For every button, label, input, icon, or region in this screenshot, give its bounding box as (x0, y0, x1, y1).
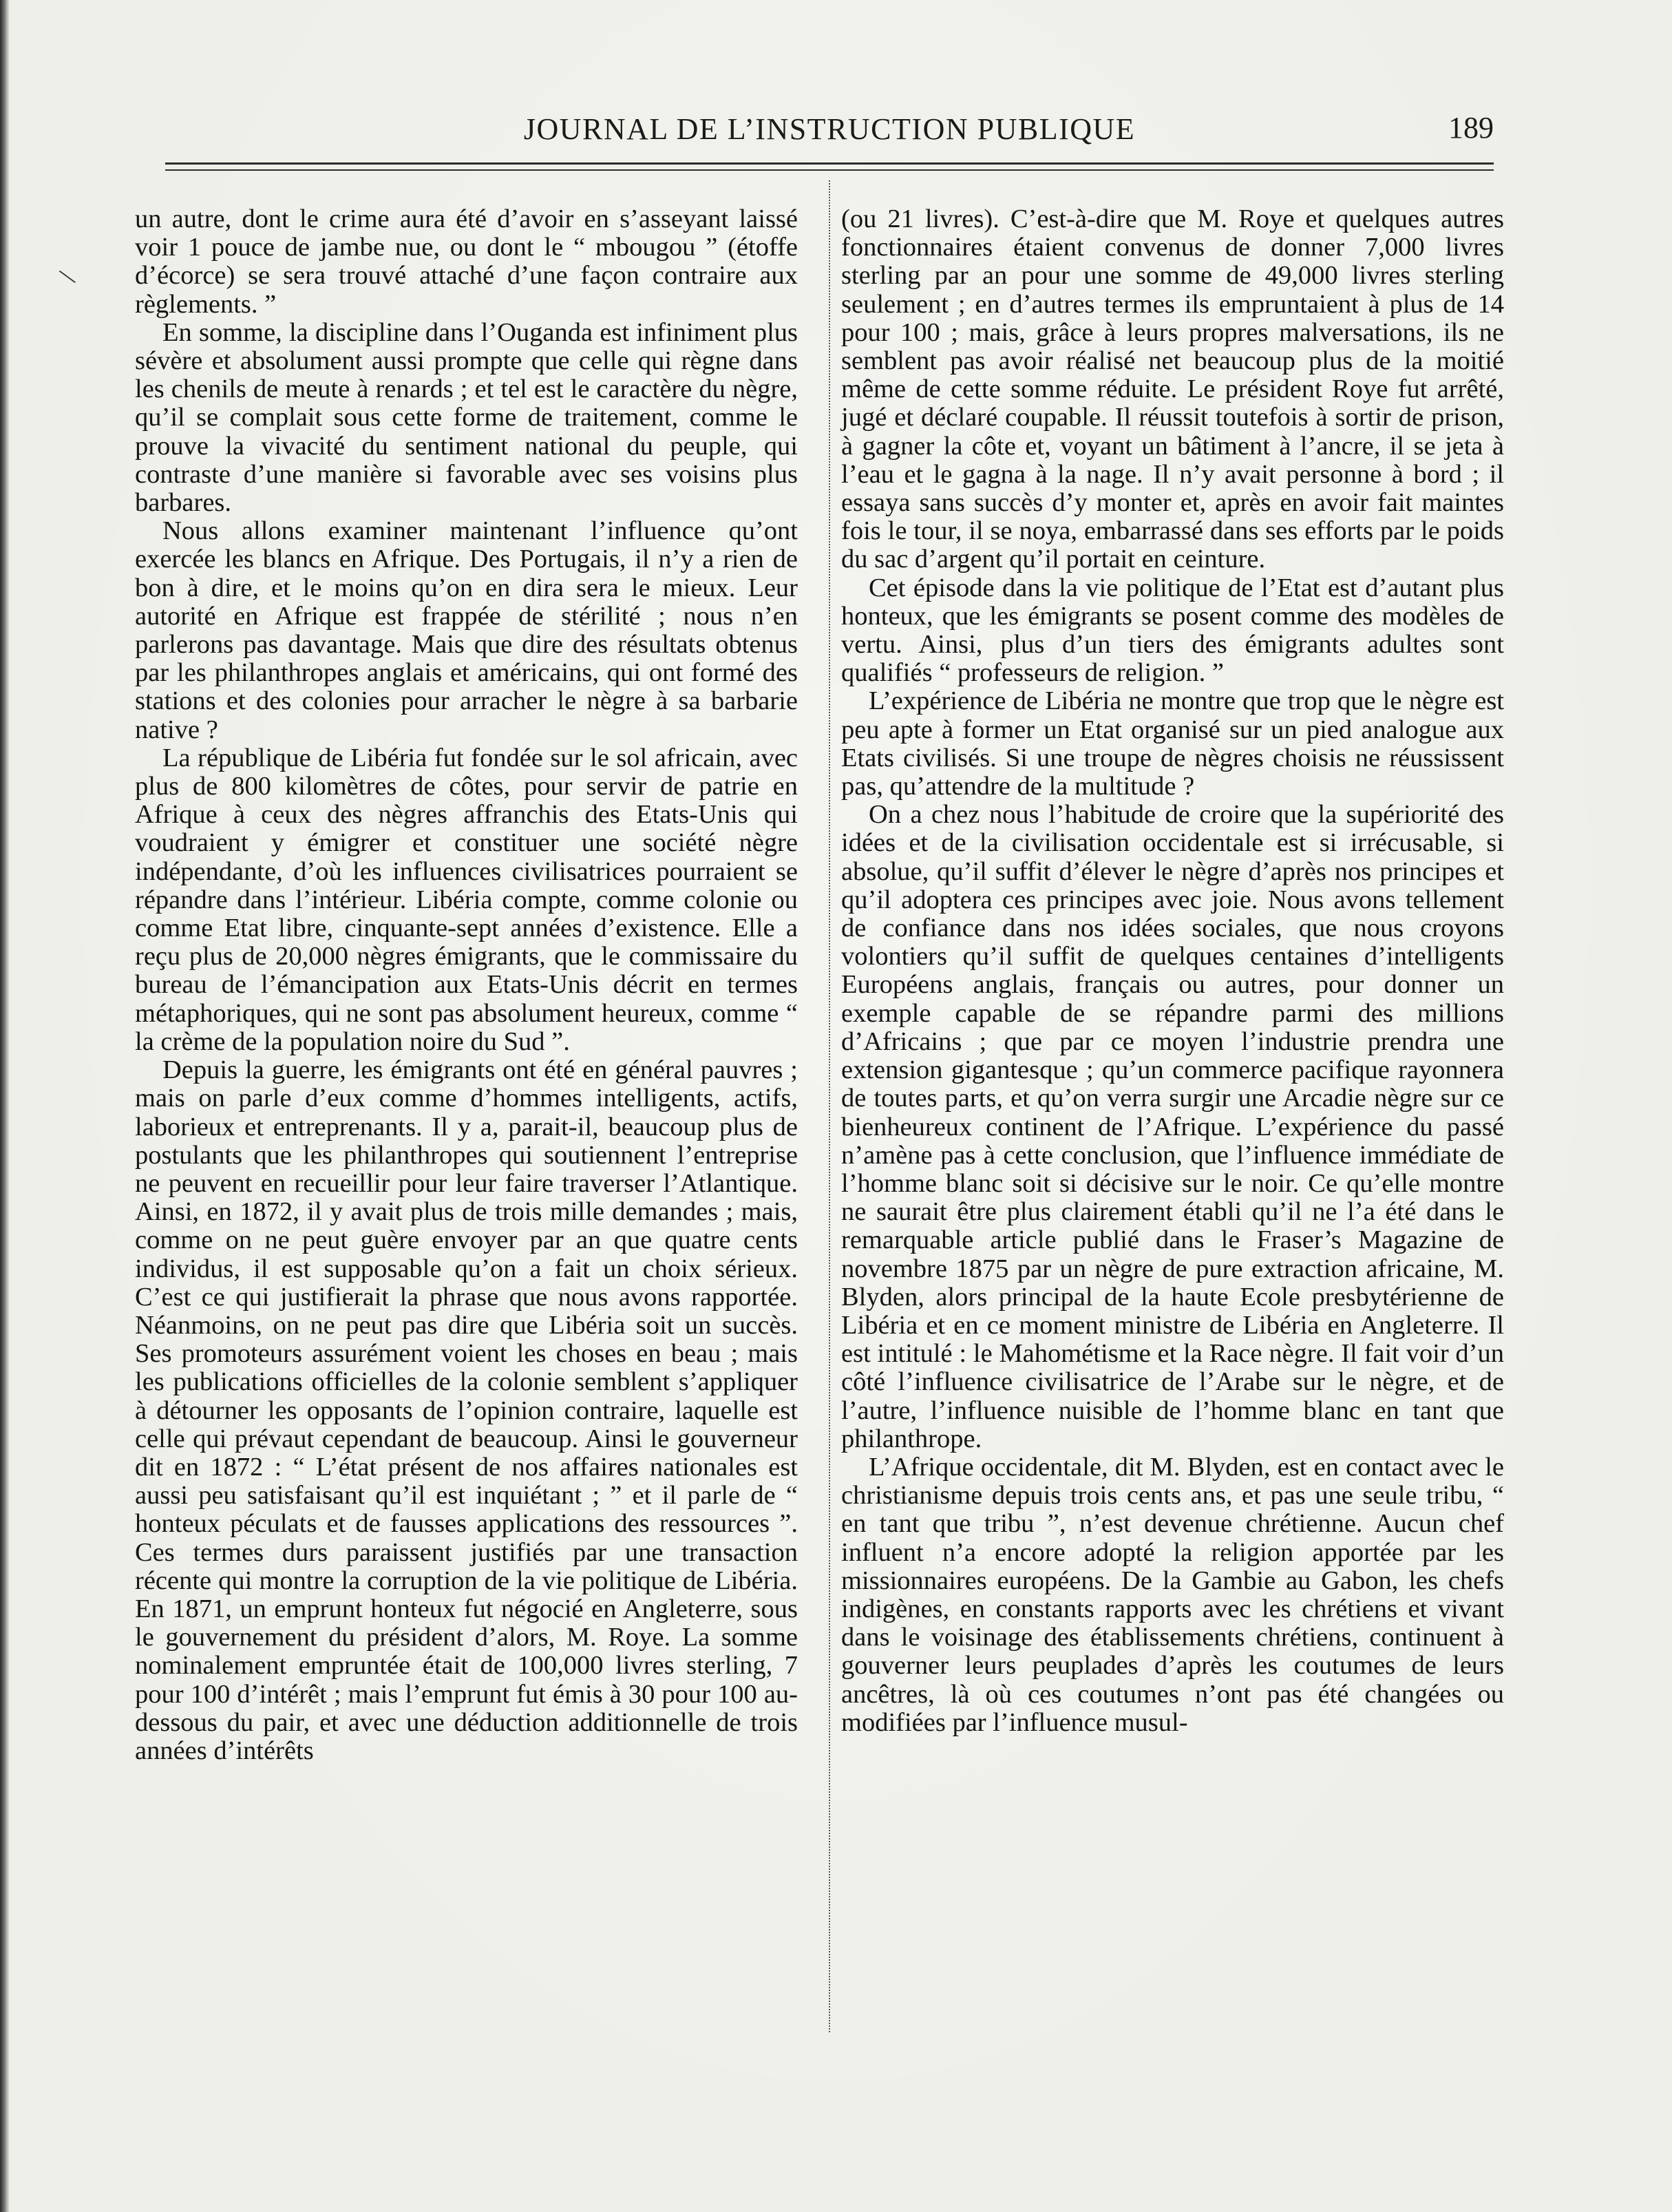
paragraph: un autre, dont le crime aura été d’avoir en s’asseyant laissé voir 1 pouce de jambe nue, ou dont le “ mbougou ” (étoffe d’écorce) se sera trouvé attaché d’une façon contraire aux règlements. ” (135, 204, 798, 319)
left-column (135, 205, 798, 1765)
paragraph: L’expérience de Libéria ne montre que trop que le nègre est peu apte à former un Etat organisé sur un pied analogue aux Etats civilisés. Si une troupe de nègres choisis ne réussissent pas, qu’attendre de la multitude ? (841, 686, 1504, 801)
page-header (165, 103, 1494, 145)
header-rule (165, 162, 1494, 165)
paragraph: On a chez nous l’habitude de croire que la supériorité des idées et de la civilisation occidentale est si irrécusable, si absolue, qu’il suffit d’élever le nègre d’après nos principes et qu’il adoptera ces principes avec joie. Nous avons tellement de confiance dans nos idées sociales, que nous croyons volontiers qu’il suffit de quelques centaines d’intelligents Européens anglais, français ou autres, pour donner un exemple capable de se répandre parmi des millions d’Africains ; que par ce moyen l’industrie prendra une extension gigantesque ; qu’un commerce pacifique rayonnera de toutes parts, et qu’on verra surgir une Arcadie nègre sur ce bienheureux continent de l’Afrique. L’expérience du passé n’amène pas à cette conclusion, que l’influence immédiate de l’homme blanc soit si décisive sur le noir. Ce qu’elle montre ne saurait être plus clairement établi qu’il ne l’a été dans le remarquable article publié dans le Fraser’s Magazine de novembre 1875 par un nègre de pure extraction africaine, M. Blyden, alors principal de la haute Ecole presbytérienne de Libéria et en ce moment ministre de Libéria en Angleterre. Il est intitulé : le Mahométisme et la Race nègre. Il fait voir d’un côté l’influence civilisatrice de l’Arabe sur le nègre, et de l’autre, l’influence nuisible de l’homme blanc en tant que philanthrope. (841, 800, 1504, 1453)
paragraph: (ou 21 livres). C’est-à-dire que M. Roye et quelques autres fonctionnaires étaient convenus de donner 7,000 livres sterling par an pour une somme de 49,000 livres sterling seulement ; en d’autres termes ils empruntaient à plus de 14 pour 100 ; mais, grâce à leurs propres malversations, ils ne semblent pas avoir réalisé net beaucoup plus de la moitié même de cette somme réduite. Le président Roye fut arrêté, jugé et déclaré coupable. Il réussit toutefois à sortir de prison, à gagner la côte et, voyant un bâtiment à l’ancre, il se jeta à l’eau et le gagna à la nage. Il n’y avait personne à bord ; il essaya sans succès d’y monter et, après en avoir fait maintes fois le tour, il se noya, embarrassé dans ses efforts par le poids du sac d’argent qu’il portait en ceinture. (841, 204, 1504, 574)
column-separator (829, 180, 830, 2032)
running-head: JOURNAL DE L’INSTRUCTION PUBLIQUE (523, 112, 1136, 146)
header-rule-thin (165, 169, 1494, 171)
paragraph: Depuis la guerre, les émigrants ont été en général pauvres ; mais on parle d’eux comme d’hommes intelligents, actifs, laborieux et entreprenants. Il y a, parait-il, beaucoup plus de postulants que les philanthropes qui soutiennent l’entreprise ne peuvent en recueillir pour leur faire traverser l’Atlantique. Ainsi, en 1872, il y avait plus de trois mille demandes ; mais, comme on ne peut guère envoyer par an que quatre cents individus, il est supposable qu’on a fait un choix sérieux. C’est ce qui justifierait la phrase que nous avons rapportée. Néanmoins, on ne peut pas dire que Libéria soit un succès. Ses promoteurs assurément voient les choses en beau ; mais les publications officielles de la colonie semblent s’appliquer à détourner les opposants de l’opinion contraire, laquelle est celle qui prévaut cependant de beaucoup. Ainsi le gouverneur dit en 1872 : “ L’état présent de nos affaires nationales est aussi peu satisfaisant qu’il est inquiétant ; ” et il parle de “ honteux péculats et de fausses applications des ressources ”. Ces termes durs paraissent justifiés par une transaction récente qui montre la corruption de la vie politique de Libéria. En 1871, un emprunt honteux fut négocié en Angleterre, sous le gouvernement du président d’alors, M. Roye. La somme nominalement empruntée était de 100,000 livres sterling, 7 pour 100 d’intérêt ; mais l’emprunt fut émis à 30 pour 100 au-dessous du pair, et avec une déduction additionnelle de trois années d’intérêts (135, 1055, 798, 1765)
paragraph: Nous allons examiner maintenant l’influence qu’ont exercée les blancs en Afrique. Des Portugais, il n’y a rien de bon à dire, et le moins qu’on en dira sera le mieux. Leur autorité en Afrique est frappée de stérilité ; nous n’en parlerons pas davantage. Mais que dire des résultats obtenus par les philanthropes anglais et américains, qui ont formé des stations et des colonies pour arracher le nègre à sa barbarie native ? (135, 516, 798, 744)
paragraph: L’Afrique occidentale, dit M. Blyden, est en contact avec le christianisme depuis trois cents ans, et pas une seule tribu, “ en tant que tribu ”, n’est devenue chrétienne. Aucun chef influent n’a encore adopté la religion apportée par les missionnaires européens. De la Gambie au Gabon, les chefs indigènes, en constants rapports avec les chrétiens et vivant dans le voisinage des établissements chrétiens, continuent à gouverner leurs peuplades d’après les coutumes de leurs ancêtres, là où ces coutumes n’ont pas été changées ou modifiées par l’influence musul- (841, 1452, 1504, 1737)
paragraph: La république de Libéria fut fondée sur le sol africain, avec plus de 800 kilomètres de côtes, pour servir de patrie en Afrique à ceux des nègres affranchis des Etats-Unis qui voudraient y émigrer et constituer une société nègre indépendante, d’où les influences civilisatrices pourraient se répandre dans l’intérieur. Libéria compte, comme colonie ou comme Etat libre, cinquante-sept années d’existence. Elle a reçu plus de 20,000 nègres émigrants, que le commissaire du bureau de l’émancipation aux Etats-Unis décrit en termes métaphoriques, qui ne sont pas absolument heureux, comme “ la crème de la population noire du Sud ”. (135, 743, 798, 1056)
page-number: 189 (1448, 111, 1494, 145)
paragraph: Cet épisode dans la vie politique de l’Etat est d’autant plus honteux, que les émigrants se posent comme des modèles de vertu. Ainsi, plus d’un tiers des émigrants adultes sont qualifiés “ professeurs de religion. ” (841, 573, 1504, 688)
paragraph: En somme, la discipline dans l’Ouganda est infiniment plus sévère et absolument aussi prompte que celle qui règne dans les chenils de meute à renards ; et tel est le caractère du nègre, qu’il se complait sous cette forme de traitement, comme le prouve la vivacité du sentiment national du peuple, qui contraste d’une manière si favorable avec ses voisins plus barbares. (135, 317, 798, 518)
margin-pencil-mark: \ (55, 261, 80, 292)
page-edge-shadow (0, 0, 10, 2212)
right-column (841, 205, 1504, 1737)
